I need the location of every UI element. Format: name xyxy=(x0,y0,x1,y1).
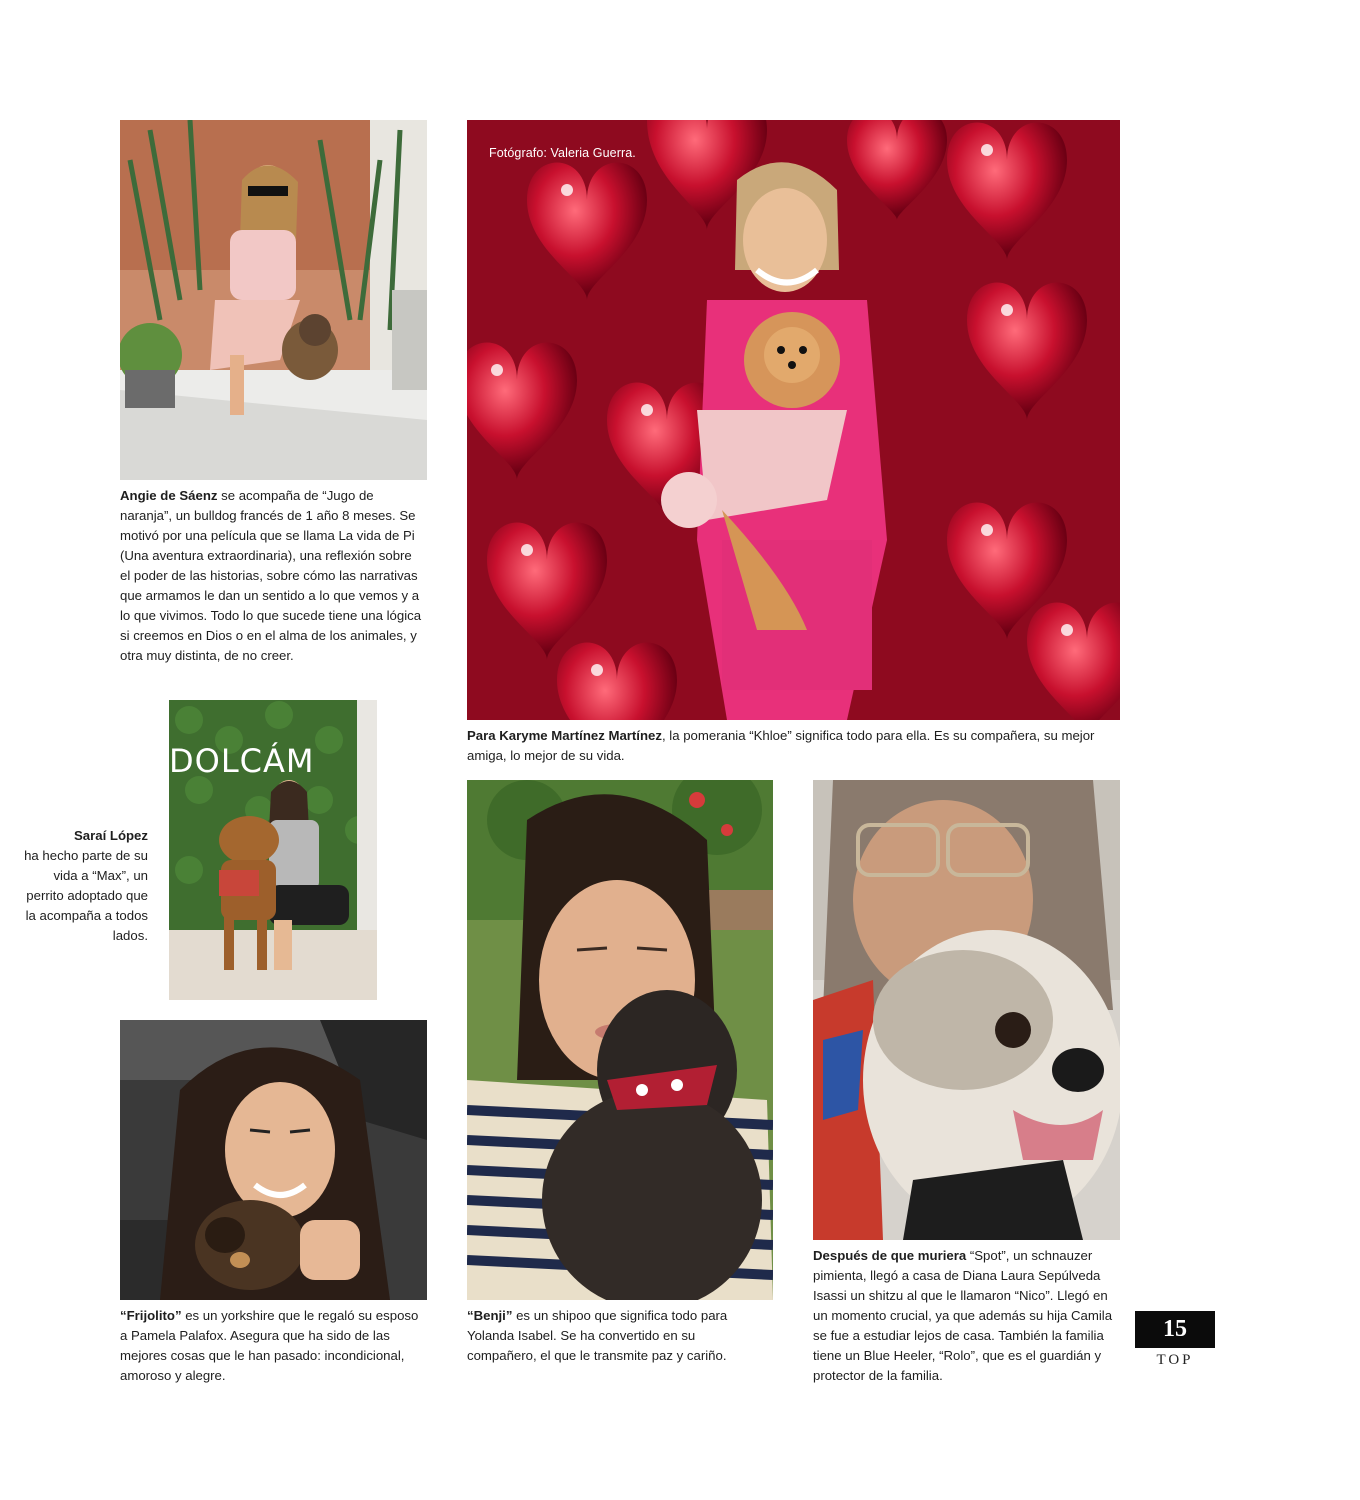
photo-diana-image xyxy=(813,780,1120,1240)
caption-diana-text: “Spot”, un schnauzer pimienta, llegó a casa de Diana Laura Sepúlveda Isassi un shitzu al que le llamaron “Nico”. Llegó en un momento crucial, ya que además su hija Camila se fue a estudiar lejos de casa. También la familia tiene un Blue Heeler, “Rolo”, que es el guardián y protector de la familia. xyxy=(813,1248,1113,1383)
caption-pamela-text: es un yorkshire que le regaló su esposo a Pamela Palafox. Asegura que ha sido de las mejores cosas que le han pasado: incondicional, amoroso y alegre. xyxy=(120,1308,419,1383)
caption-pamela xyxy=(120,1306,425,1386)
caption-sarai-text: ha hecho parte de su vida a “Max”, un perrito adoptado que la acompaña a todos lados. xyxy=(24,848,148,943)
photo-angie xyxy=(120,120,427,480)
caption-diana-name: Después de que muriera xyxy=(813,1248,967,1263)
photo-yolanda xyxy=(467,780,773,1300)
caption-diana xyxy=(813,1246,1120,1386)
photo-yolanda-image xyxy=(467,780,773,1300)
caption-karyme xyxy=(467,726,1120,766)
photo-credit: Fotógrafo: Valeria Guerra. xyxy=(489,146,636,160)
photo-karyme-image xyxy=(467,120,1120,720)
photo-sarai-image xyxy=(169,700,377,1000)
caption-karyme-text: , la pomerania “Khloe” significa todo para ella. Es su compañera, su mejor amiga, lo mejor de su vida. xyxy=(467,728,1095,763)
caption-yolanda-name: “Benji” xyxy=(467,1308,513,1323)
photo-angie-image xyxy=(120,120,427,480)
photo-sarai xyxy=(169,700,377,1000)
caption-angie-name: Angie de Sáenz xyxy=(120,488,218,503)
photo-pamela-image xyxy=(120,1020,427,1300)
caption-angie-text: se acompaña de “Jugo de naranja”, un bulldog francés de 1 año 8 meses. Se motivó por una película que se llama La vida de Pi (Una aventura extraordinaria), una reflexión sobre el poder de las historias, sobre cómo las narrativas que armamos le dan un sentido a lo que vemos y a lo que vivimos. Todo lo que sucede tiene una lógica si creemos en Dios o en el alma de los animales, y otra muy distinta, de no creer. xyxy=(120,488,422,663)
caption-pamela-name: “Frijolito” xyxy=(120,1308,182,1323)
caption-sarai xyxy=(20,826,148,946)
photo-karyme xyxy=(467,120,1120,720)
caption-angie xyxy=(120,486,425,666)
neon-sign: DOLCÁM xyxy=(169,742,315,780)
caption-yolanda xyxy=(467,1306,767,1366)
photo-pamela xyxy=(120,1020,427,1300)
photo-diana xyxy=(813,780,1120,1240)
caption-yolanda-text: es un shipoo que significa todo para Yolanda Isabel. Se ha convertido en su compañero, el que le transmite paz y cariño. xyxy=(467,1308,728,1363)
page-number: 15 xyxy=(1135,1311,1215,1348)
caption-sarai-name: Saraí López xyxy=(73,828,148,843)
caption-karyme-name: Para Karyme Martínez Martínez xyxy=(467,728,662,743)
page-section-label: TOP xyxy=(1156,1352,1194,1368)
